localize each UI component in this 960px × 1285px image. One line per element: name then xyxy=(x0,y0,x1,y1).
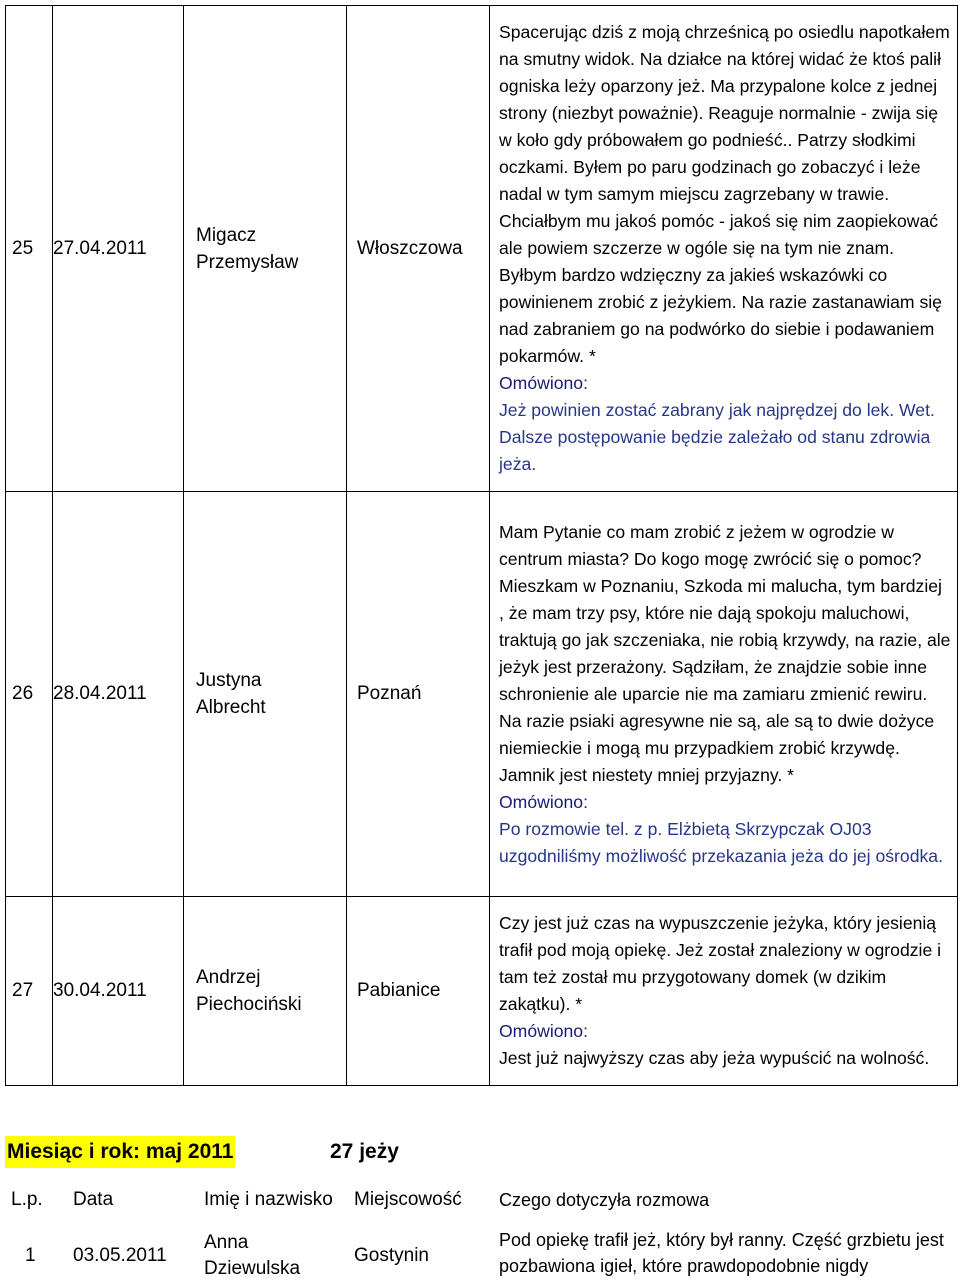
header-row xyxy=(5,1172,958,1227)
hedgehog-count: 27 jeży xyxy=(330,1140,399,1163)
discussed-label: Omówiono: xyxy=(499,373,588,393)
row-date: 30.04.2011 xyxy=(53,897,184,1086)
row-number: 27 xyxy=(6,897,53,1086)
header-lp: L.p. xyxy=(11,1188,43,1210)
conversation-topic xyxy=(490,6,958,492)
next-month-table xyxy=(5,1172,958,1285)
header-date: Data xyxy=(73,1188,114,1210)
discussed-label: Omówiono: xyxy=(499,791,588,812)
person-name xyxy=(184,6,347,492)
city: Gostynin xyxy=(354,1245,429,1266)
question-text: Pod opiekę trafił jeż, który był ranny. Część grzbietu jest pozbawiona igieł, które prawdopodobnie nigdy xyxy=(499,1230,944,1276)
city: Poznań xyxy=(347,492,490,897)
last-name: Albrecht xyxy=(196,697,266,718)
table-row xyxy=(5,1227,958,1285)
answer-text: Jest już najwyższy czas aby jeża wypuścić na wolność. xyxy=(499,1048,930,1068)
answer-text: Jeż powinien zostać zabrany jak najprędzej do lek. Wet. Dalsze postępowanie będzie zależało od stanu zdrowia jeża. xyxy=(499,400,935,474)
person-name xyxy=(198,1227,344,1285)
person-name xyxy=(184,492,347,897)
month-section-header xyxy=(5,1136,958,1168)
row-number: 26 xyxy=(6,492,53,897)
conversation-topic xyxy=(490,897,958,1086)
question-text: Czy jest już czas na wypuszczenie jeżyka, który jesienią trafił pod moją opiekę. Jeż został znaleziony w ogrodzie i tam też został mu przygotowany domek (w dzikim zakątku). * xyxy=(499,913,942,1014)
city: Włoszczowa xyxy=(347,6,490,492)
first-name: Justyna xyxy=(196,670,262,691)
table-row xyxy=(6,492,958,897)
city: Pabianice xyxy=(347,897,490,1086)
person-name xyxy=(184,897,347,1086)
row-date: 27.04.2011 xyxy=(53,6,184,492)
row-number: 1 xyxy=(25,1245,36,1266)
discussed-label: Omówiono: xyxy=(499,1021,588,1041)
question-text: Spacerując dziś z moją chrześnicą po osiedlu napotkałem na smutny widok. Na działce na której widać że ktoś palił ogniska leży oparzony jeż. Ma przypalone kolce z jednej strony (niezbyt poważnie). Reaguje normalnie - zwija się w koło gdy próbowałem go podnieść.. Patrzy słodkimi oczkami. Byłem po paru godzinach go zobaczyć i leże nadal w tym samym miejscu zagrzebany w trawie. Chciałbym mu jakoś pomóc - jakoś się nim zaopiekować ale powiem szczerze w ogóle się na tym nie znam. Byłbym bardzo wdzięczny za jakieś wskazówki co powinienem zrobić z jeżykiem. Na razie zastanawiam się nad zabraniem go na podwórko do siebie i podawaniem pokarmów. * xyxy=(499,22,950,366)
conversation-topic xyxy=(490,492,958,897)
last-name: Piechociński xyxy=(196,994,302,1015)
first-name: Migacz xyxy=(196,224,257,246)
header-topic: Czego dotyczyła rozmowa xyxy=(499,1189,710,1210)
question-text: Mam Pytanie co mam zrobić z jeżem w ogrodzie w centrum miasta? Do kogo mogę zwrócić się o pomoc? Mieszkam w Poznaniu, Szkoda mi malucha, tym bardziej , że mam trzy psy, które nie dają spokoju maluchowi, traktują go jak szczeniaka, nie robią krzywdy, na razie, ale jeżyk jest przerażony. Sądziłam, że znajdzie sobie inne schronienie ale uparcie nie ma zamiaru zmienić rewiru. Na razie psiaki agresywne nie są, ale są to dwie dożyce niemieckie i mogą mu przypadkiem zrobić krzywdę. Jamnik jest niestety mniej przyjazny. * xyxy=(499,521,951,785)
consultation-log-table xyxy=(5,5,958,1086)
row-number: 25 xyxy=(6,6,53,492)
answer-text: Po rozmowie tel. z p. Elżbietą Skrzypczak OJ03 uzgodniliśmy możliwość przekazania jeża do jej ośrodka. xyxy=(499,818,943,866)
table-row xyxy=(6,897,958,1086)
last-name: Przemysław xyxy=(196,251,299,273)
row-date: 28.04.2011 xyxy=(53,492,184,897)
month-year-label: Miesiąc i rok: maj 2011 xyxy=(5,1136,235,1168)
header-city: Miejscowość xyxy=(354,1188,462,1210)
row-date: 03.05.2011 xyxy=(73,1245,167,1266)
first-name: Andrzej xyxy=(196,967,261,988)
first-name: Anna xyxy=(204,1232,249,1253)
last-name: Dziewulska xyxy=(204,1258,301,1279)
table-row xyxy=(6,6,958,492)
header-name: Imię i nazwisko xyxy=(204,1188,333,1210)
